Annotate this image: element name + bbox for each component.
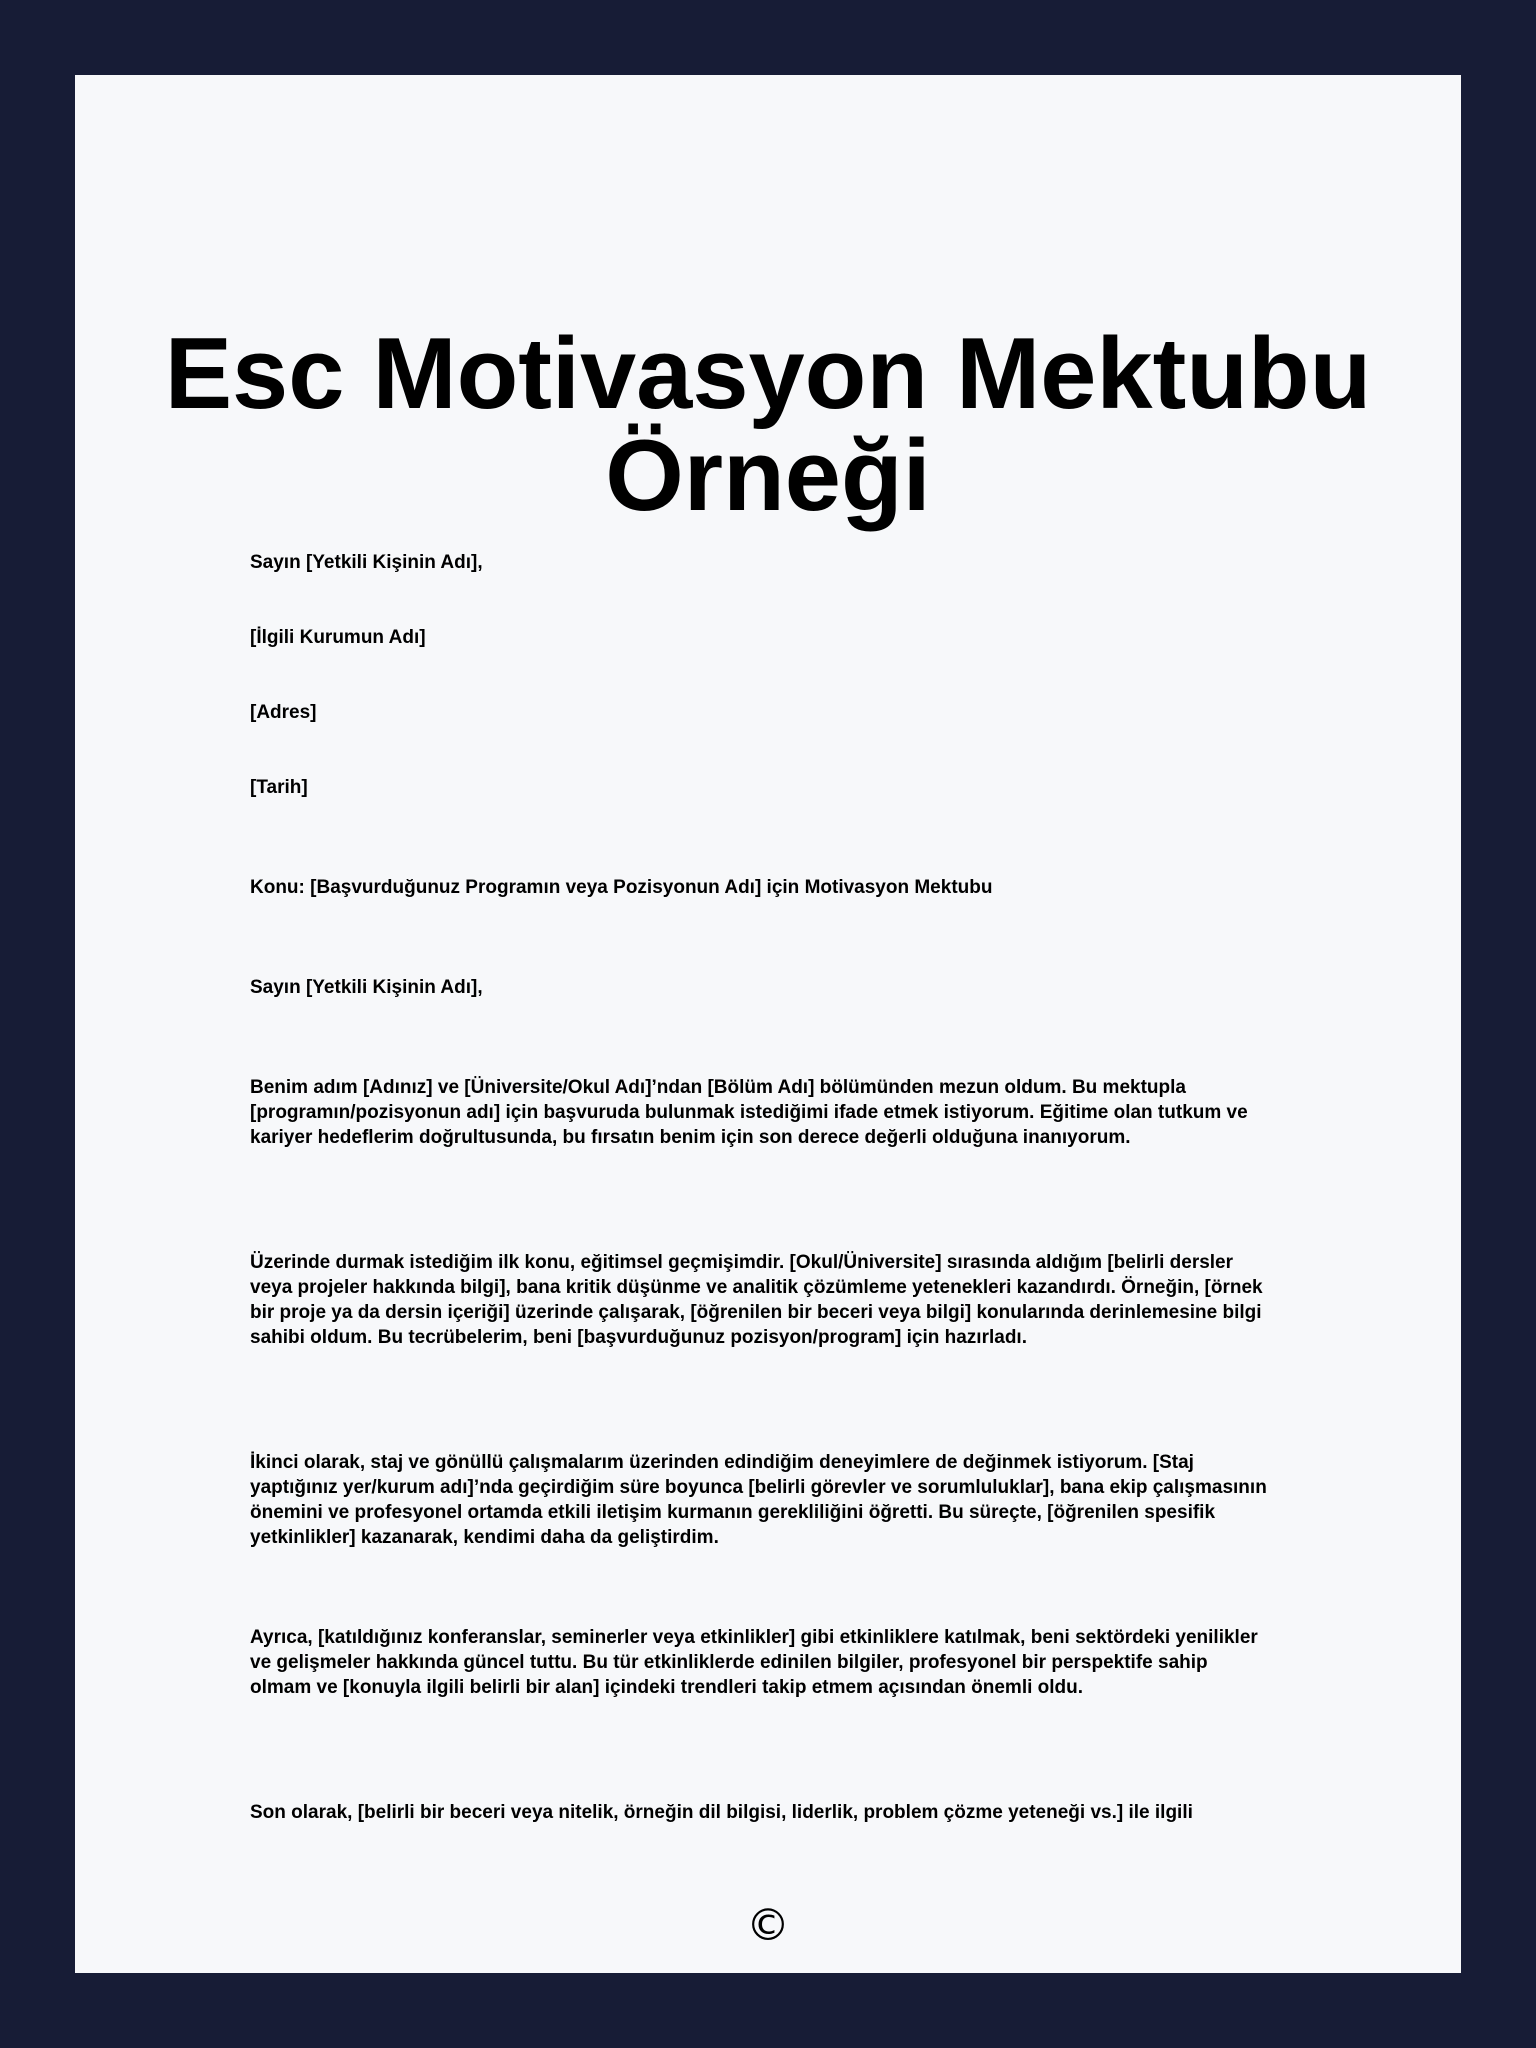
paragraph-2: Üzerinde durmak istediğim ilk konu, eğitimsel geçmişimdir. [Okul/Üniversite] sırasında aldığım [belirli dersler veya projeler hakkında bilgi], bana kritik düşünme ve analitik çözümleme yetenekleri kazandırdı. Örneğin, [örnek bir proje ya da dersin içeriği] üzerinde çalışarak, [öğrenilen bir beceri veya bilgi] konularında derinlemesine bilgi sahibi oldum. Bu tecrübelerim, beni [başvurduğunuz pozisyon/program] için hazırladı. <box>250 1252 1263 1348</box>
document-page <box>75 75 1461 1973</box>
paragraph-5: Son olarak, [belirli bir beceri veya nitelik, örneğin dil bilgisi, liderlik, problem çözme yeteneği vs.] ile ilgili <box>250 1802 1193 1823</box>
page-title: Esc Motivasyon Mektubu Örneği <box>164 318 1372 532</box>
paragraph-4: Ayrıca, [katıldığınız konferanslar, seminerler veya etkinlikler] gibi etkinliklere katılmak, beni sektördeki yenilikler ve gelişmeler hakkında güncel tuttu. Bu tür etkinliklerde edinilen bilgiler, profesyonel bir perspektife sahip olmam ve [konuyla ilgili belirli bir alan] içindeki trendleri takip etmem açısından önemli oldu. <box>250 1627 1258 1698</box>
address-line: [Adres] <box>250 702 317 723</box>
paragraph-3: İkinci olarak, staj ve gönüllü çalışmalarım üzerinden edindiğim deneyimlere de değinmek istiyorum. [Staj yaptığınız yer/kurum adı]’nda geçirdiğim süre boyunca [belirli görevler ve sorumluluklar], bana ekip çalışmasının önemini ve profesyonel ortamda etkili iletişim kurmanın gerekliliğini öğretti. Bu süreçte, [öğrenilen spesifik yetkinlikler] kazanarak, kendimi daha da geliştirdim. <box>250 1452 1267 1548</box>
date-line: [Tarih] <box>250 777 308 798</box>
paragraph-1: Benim adım [Adınız] ve [Üniversite/Okul Adı]’ndan [Bölüm Adı] bölümünden mezun oldum. Bu mektupla [programın/pozisyonun adı] için başvuruda bulunmak istediğimi ifade etmek istiyorum. Eğitime olan tutkum ve kariyer hedeflerim doğrultusunda, bu fırsatın benim için son derece değerli olduğuna inanıyorum. <box>250 1077 1248 1148</box>
salutation-top: Sayın [Yetkili Kişinin Adı], <box>250 552 483 573</box>
subject-line: Konu: [Başvurduğunuz Programın veya Pozisyonun Adı] için Motivasyon Mektubu <box>250 877 993 898</box>
institution-line: [İlgili Kurumun Adı] <box>250 627 426 648</box>
copyright-icon: © <box>746 1900 790 1951</box>
salutation-line: Sayın [Yetkili Kişinin Adı], <box>250 977 483 998</box>
